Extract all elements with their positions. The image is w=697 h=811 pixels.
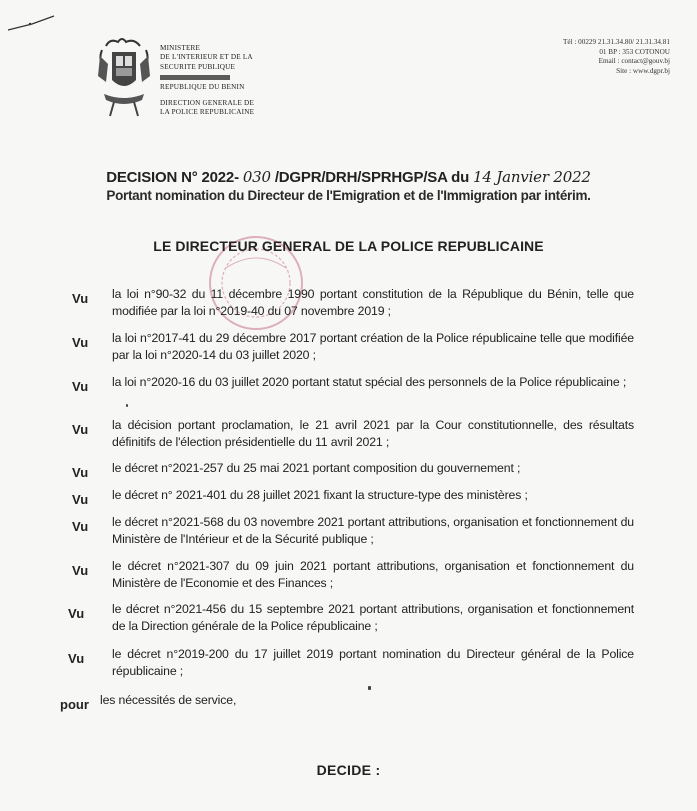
contact-site: Site : www.dgpr.bj [616, 66, 670, 75]
visa-label: Vu [72, 492, 89, 507]
visa-text: le décret n°2019-200 du 17 juillet 2019 portant nomination du Directeur général de la Police républicaine ; [112, 647, 634, 678]
visa-label: Vu [72, 519, 89, 534]
decision-subtitle: Portant nomination du Directeur de l'Emigration et de l'Immigration par intérim. [106, 188, 591, 203]
ministry-line: MINISTERE [160, 44, 201, 52]
visa-text: la loi n°2017-41 du 29 décembre 2017 portant création de la Police républicaine telle que modifiée par la loi n°2020-14 du 03 juillet 2020 ; [112, 331, 634, 362]
visa-label: Vu [72, 465, 89, 480]
ink-speck [126, 404, 128, 407]
corner-pen-mark [6, 8, 56, 38]
visa-text: la décision portant proclamation, le 21 avril 2021 par la Cour constitutionnelle, des résultats définitifs de l'élection présidentielle du 11 avril 2021 ; [112, 418, 634, 449]
authority-heading: LE DIRECTEUR GENERAL DE LA POLICE REPUBLICAINE [153, 238, 544, 254]
visa-label: Vu [72, 291, 89, 306]
contact-email: Email : contact@gouv.bj [598, 57, 670, 66]
visa-text: la loi n°2020-16 du 03 juillet 2020 portant statut spécial des personnels de la Police républicaine ; [112, 375, 627, 389]
decision-reference: /DGPR/DRH/SPRHGP/SA du [274, 169, 470, 186]
direction-line: DIRECTION GENERALE DE [160, 98, 255, 107]
decision-prefix: DECISION N° 2022- [106, 169, 239, 186]
visa-text: le décret n°2021-307 du 09 juin 2021 portant attributions, organisation et fonctionnement du Ministère de l'Economie et des Finances ; [112, 559, 634, 590]
visa-label: Vu [68, 606, 85, 621]
ministry-header [160, 44, 320, 117]
visa-label: Vu [68, 651, 85, 666]
visa-text: la loi n°90-32 du 11 décembre 1990 portant constitution de la République du Bénin, telle que modifiée par la loi n°2019-40 du 07 novembre 2019 ; [112, 287, 634, 318]
decision-number-line [0, 168, 697, 186]
ministry-line: DE L'INTERIEUR ET DE LA [160, 53, 253, 62]
visa-text: les nécessités de service, [100, 693, 237, 707]
decision-date: 14 Janvier 2022 [473, 168, 591, 186]
visa-text: le décret n°2021-568 du 03 novembre 2021 portant attributions, organisation et fonctionnement du Ministère de l'Intérieur et de la Sécurité publique ; [112, 515, 634, 546]
visa-text: le décret n°2021-257 du 25 mai 2021 portant composition du gouvernement ; [112, 461, 521, 475]
contact-address: 01 BP : 353 COTONOU [599, 47, 670, 56]
contact-phone: Tél : 00229 21.31.34.80/ 21.31.34.81 [562, 38, 670, 46]
visa-label: Vu [72, 563, 89, 578]
visa-label: Vu [72, 422, 89, 437]
redacted-bar [160, 75, 230, 80]
republic-name: REPUBLIQUE DU BENIN [160, 83, 245, 92]
visa-label: pour [60, 697, 89, 712]
direction-line: LA POLICE REPUBLICAINE [160, 108, 255, 117]
visa-text: le décret n°2021-456 du 15 septembre 2021 portant attributions, organisation et fonctionnement de la Direction générale de la Police républicaine ; [112, 602, 634, 633]
contact-block [470, 38, 670, 76]
ministry-line: SECURITE PUBLIQUE [160, 62, 236, 71]
decision-title-block [0, 168, 697, 203]
decision-number: 030 [242, 168, 271, 186]
visa-text: le décret n° 2021-401 du 28 juillet 2021 fixant la structure-type des ministères ; [112, 488, 528, 502]
visa-label: Vu [72, 335, 89, 350]
visa-label: Vu [72, 379, 89, 394]
benin-coat-of-arms-icon [92, 36, 156, 118]
decide-heading: DECIDE : [316, 762, 381, 778]
ink-speck [368, 686, 371, 690]
